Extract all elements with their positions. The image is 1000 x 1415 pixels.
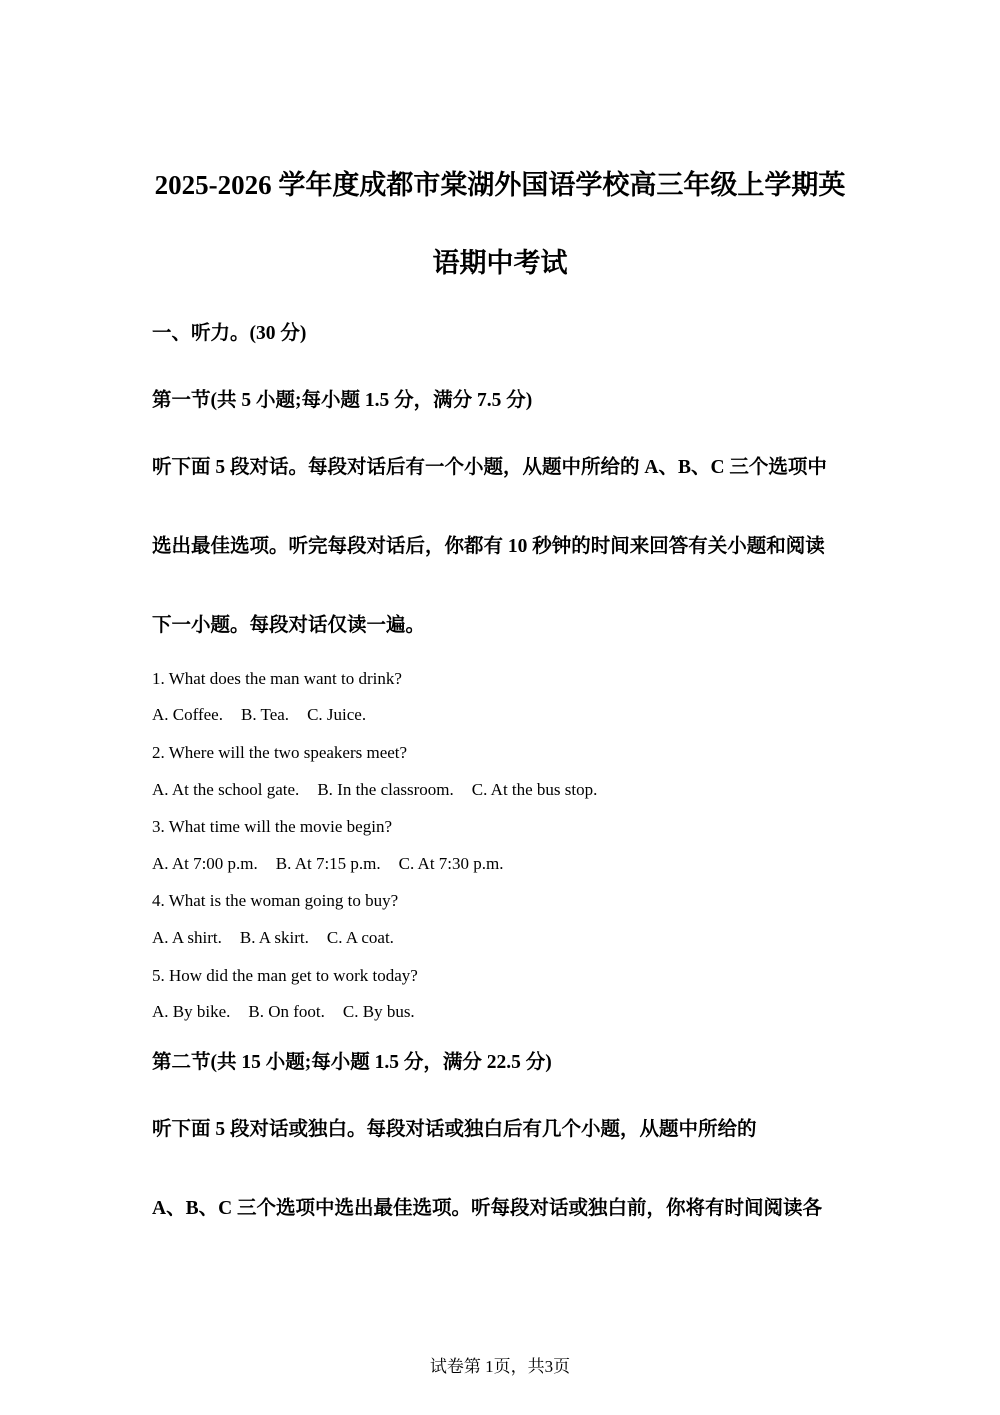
question-2-options — [152, 779, 852, 801]
option-b: B. In the classroom. — [317, 780, 454, 799]
part-two-heading: 第二节(共 15 小题;每小题 1.5 分，满分 22.5 分) — [152, 1052, 552, 1073]
question-1-options — [152, 704, 852, 726]
exam-title-line-2: 语期中考试 — [432, 248, 568, 278]
option-c: C. At the bus stop. — [471, 780, 598, 799]
question-1: 1. What does the man want to drink? — [152, 669, 402, 688]
part-one-instruction-line-2: 选出最佳选项。听完每段对话后，你都有 10 秒钟的时间来回答有关小题和阅读 — [152, 536, 825, 557]
option-a: A. At the school gate. — [152, 780, 300, 799]
option-a: A. By bike. — [152, 1002, 231, 1021]
question-3: 3. What time will the movie begin? — [152, 817, 392, 836]
exam-title-line-1: 2025-2026 学年度成都市棠湖外国语学校高三年级上学期英 — [154, 170, 846, 200]
question-3-options — [152, 853, 852, 875]
question-4: 4. What is the woman going to buy? — [152, 891, 399, 910]
question-5: 5. How did the man get to work today? — [152, 966, 418, 985]
option-a: A. At 7:00 p.m. — [152, 854, 258, 873]
part-two-instruction-line-2: A、B、C 三个选项中选出最佳选项。听每段对话或独白前，你将有时间阅读各 — [152, 1198, 823, 1219]
part-one-heading: 第一节(共 5 小题;每小题 1.5 分，满分 7.5 分) — [152, 390, 533, 411]
question-2: 2. Where will the two speakers meet? — [152, 743, 408, 762]
part-two-instruction-line-1: 听下面 5 段对话或独白。每段对话或独白后有几个小题，从题中所给的 — [152, 1119, 757, 1140]
option-b: B. A skirt. — [239, 928, 309, 947]
question-5-options — [152, 1001, 852, 1023]
option-b: B. Tea. — [240, 705, 290, 724]
option-a: A. Coffee. — [152, 705, 223, 724]
option-c: C. At 7:30 p.m. — [398, 854, 504, 873]
page-footer: 试卷第 1页，共3页 — [429, 1357, 571, 1376]
option-c: C. Juice. — [307, 705, 367, 724]
part-one-instruction-line-1: 听下面 5 段对话。每段对话后有一个小题，从题中所给的 A、B、C 三个选项中 — [152, 457, 827, 478]
option-b: B. At 7:15 p.m. — [275, 854, 381, 873]
option-c: C. A coat. — [326, 928, 394, 947]
question-4-options — [152, 927, 852, 949]
section-heading-listening: 一、听力。(30 分) — [152, 323, 307, 344]
part-one-instruction-line-3: 下一小题。每段对话仅读一遍。 — [152, 615, 426, 636]
option-c: C. By bus. — [342, 1002, 415, 1021]
option-a: A. A shirt. — [152, 928, 222, 947]
option-b: B. On foot. — [248, 1002, 325, 1021]
